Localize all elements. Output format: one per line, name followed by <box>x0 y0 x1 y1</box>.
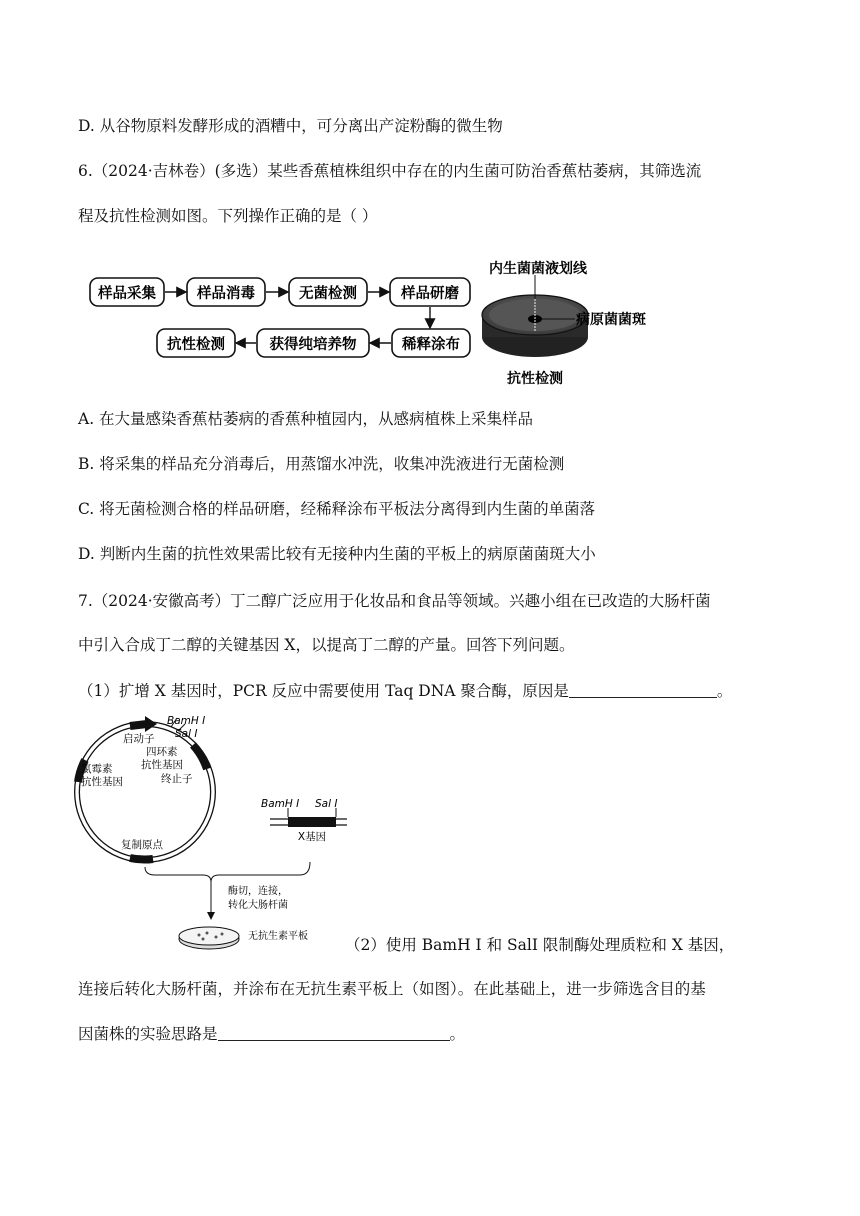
q7-plasmid-figure <box>75 712 365 958</box>
plasmid-sal-label: Sal Ⅰ <box>175 728 198 740</box>
svg-text:样品研磨: 样品研磨 <box>401 286 459 302</box>
plate-label: 无抗生素平板 <box>248 931 308 942</box>
petri-dish-illustration <box>482 275 588 357</box>
gene-bamh-label: BamH Ⅰ <box>261 798 300 810</box>
x-gene-label: X基因 <box>297 831 327 843</box>
svg-text:无菌检测: 无菌检测 <box>299 286 357 302</box>
gene-sal-label: Sal Ⅰ <box>315 798 338 810</box>
svg-text:获得纯培养物: 获得纯培养物 <box>269 337 357 353</box>
cm-label-1: 氯霉素 <box>81 763 113 775</box>
flow-step-6 <box>257 329 369 357</box>
q7-part2-line1: （2）使用 BamH I 和 SalI 限制酶处理质粒和 X 基因， <box>345 936 735 954</box>
q6-stem-line1: 6.（2024·吉林卷）(多选）某些香蕉植株组织中存在的内生菌可防治香蕉枯萎病，其筛选流 <box>78 162 702 180</box>
option-d-previous: D. 从谷物原料发酵形成的酒糟中，可分离出产淀粉酶的微生物 <box>78 117 503 135</box>
tet-label-2: 抗性基因 <box>141 759 183 771</box>
answer-blank-2[interactable] <box>218 1024 450 1041</box>
q6-option-a: A. 在大量感染香蕉枯萎病的香蕉种植园内，从感病植株上采集样品 <box>78 410 534 428</box>
terminator-label: 终止子 <box>161 773 193 785</box>
flow-step-4 <box>390 278 470 306</box>
flow-step-2 <box>187 278 265 306</box>
q7-part2-line2: 连接后转化大肠杆菌，并涂布在无抗生素平板上（如图）。在此基础上，进一步筛选含目的基 <box>78 980 706 998</box>
dish-side-label: 病原菌菌斑 <box>576 312 646 328</box>
q6-option-b: B. 将采集的样品充分消毒后，用蒸馏水冲洗，收集冲洗液进行无菌检测 <box>78 455 565 473</box>
x-gene-fragment <box>270 808 347 827</box>
q7-part2-line3: 因菌株的实验思路是 。 <box>78 1025 466 1043</box>
q7-stem-line2: 中引入合成丁二醇的关键基因 X，以提高丁二醇的产量。回答下列问题。 <box>78 636 575 654</box>
answer-blank-1[interactable] <box>569 681 717 698</box>
svg-text:稀释涂布: 稀释涂布 <box>402 337 460 353</box>
svg-text:抗性检测: 抗性检测 <box>167 337 225 353</box>
plasmid-bamh-label: BamH Ⅰ <box>167 715 206 727</box>
flow-step-5 <box>392 329 470 357</box>
promoter-label: 启动子 <box>123 733 155 745</box>
q7-part1: （1）扩增 X 基因时，PCR 反应中需要使用 Taq DNA 聚合酶，原因是 。 <box>78 682 733 700</box>
dish-caption: 抗性检测 <box>507 371 563 387</box>
flow-step-7 <box>157 329 235 357</box>
dish-top-label: 内生菌菌液划线 <box>489 261 587 277</box>
svg-text:样品消毒: 样品消毒 <box>197 286 255 302</box>
q6-option-c: C. 将无菌检测合格的样品研磨，经稀释涂布平板法分离得到内生菌的单菌落 <box>78 500 596 518</box>
flow-step-1 <box>90 278 164 306</box>
q6-stem-line2: 程及抗性检测如图。下列操作正确的是（ ） <box>78 207 378 225</box>
tet-label-1: 四环素 <box>146 746 178 758</box>
flow-step-3 <box>289 278 367 306</box>
process-label-1: 酶切，连接， <box>228 886 288 897</box>
plate-illustration <box>179 927 239 949</box>
q6-flow-figure <box>85 255 646 395</box>
cm-label-2: 抗性基因 <box>81 776 123 788</box>
process-label-2: 转化大肠杆菌 <box>228 900 288 911</box>
ori-label: 复制原点 <box>121 839 163 851</box>
q6-option-d: D. 判断内生菌的抗性效果需比较有无接种内生菌的平板上的病原菌菌斑大小 <box>78 545 596 563</box>
svg-text:样品采集: 样品采集 <box>98 286 156 302</box>
q7-stem-line1: 7.（2024·安徽高考）丁二醇广泛应用于化妆品和食品等领域。兴趣小组在已改造的大肠杆菌 <box>78 592 711 610</box>
